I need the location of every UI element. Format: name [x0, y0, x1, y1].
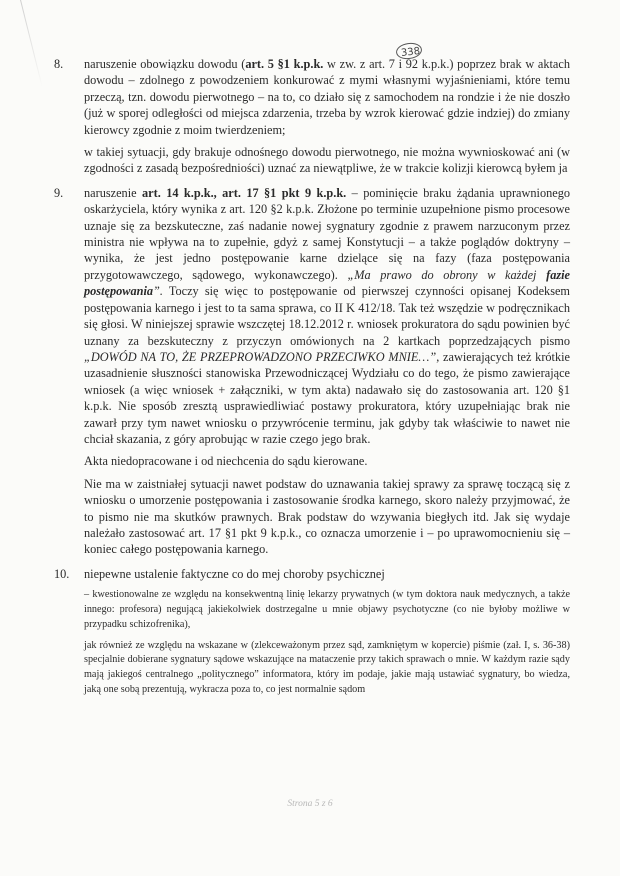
paragraph [84, 56, 570, 138]
text-run: – kwestionowalne ze względu na konsekwentną linię lekarzy prywatnych (w tym doktora nauk medycznych, a także innego: profesora) negującą jakiekolwiek dostrzegalne u mnie objawy psychotyczne (co nie byłoby możliwe w przypadku schizofrenika), [84, 589, 570, 630]
text-run: ”. [153, 284, 163, 299]
paragraph [84, 185, 570, 448]
text-run: jak również ze względu na wskazane w (zlekceważonym przez sąd, zamkniętym w kopercie) piśmie (zał. I, s. 36-38) specjalnie dobierane sygnatury sądowe wskazujące na mataczenie przy takich sprawach o mnie. W każdym razie sądy mają jakiegoś centralnego „politycznego” informatora, który im podaje, jakie mają ustawiać sygnatury, bo wiedza, jaką one sobą prezentują, wykracza poza to, co jest normalnie sądom [84, 639, 570, 695]
text-run: w zw. z art. 7 i 92 k.p.k.) poprzez brak w aktach dowodu – zdolnego z powodzeniem konkurować z mymi własnymi wyjaśnieniami, które temu przeczą, tzn. dowodu pierwotnego – na to, co działo się z samochodem na rondzie i że nie doszło (już w sporej odległości od miejsca zdarzenia, trzeba by wzrok kierować gdzie indziej) do zmiany kierowcy zgodnie z moim twierdzeniem; [84, 57, 570, 137]
text-run: art. 14 k.p.k., art. 17 §1 pkt 9 k.p.k. [142, 185, 347, 200]
text-run: , zawierających też krótkie uzasadnienie słuszności stanowiska Przewodniczącej Wydziału co do tego, że pismo zawierające wniosek (a więc wniosek + załączniki, w tym akta) nadawało się do zastosowania art. 120 §1 k.p.k. Nie sposób zresztą usprawiedliwiać postawy prokuratora, który uzupełniając brak nie zawarł przy tym nawet wniosku o przywrócenie terminu, jak gdyby tak właściwie to nawet nie chciał skazania, z góry aprobując w razie czego jego brak. [84, 349, 571, 446]
paragraph [84, 476, 570, 558]
document-body [54, 56, 571, 706]
paper-fold-mark [20, 0, 43, 87]
text-run: fazie postępowania [84, 267, 570, 299]
paragraph-small [84, 588, 570, 632]
list-item [54, 566, 570, 698]
text-run: Nie ma w zaistniałej sytuacji nawet podstaw do uznawania takiej sprawy za sprawę toczącą się z wniosku o umorzenie postępowania i zastosowanie środka karnego, skoro należy przyjmować, że to pismo nie ma skutków prawnych. Brak podstaw do wzywania biegłych itd. Jak się wydaje należało zastosować art. 17 §1 pkt 9 k.p.k., co oznacza umorzenie i – po uprawomocnieniu się – koniec całego postępowania karnego. [84, 476, 570, 557]
text-run: „Ma prawo do obrony w każdej [347, 267, 547, 282]
text-run: w takiej sytuacji, gdy brakuje odnośnego dowodu pierwotnego, nie można wywnioskować ani (w zgodności z zasadą bezpośredniości) uznać za niewątpliwe, że w trakcie kolizji kierowcą byłem ja [84, 145, 570, 176]
list-item-number: 8. [54, 57, 64, 71]
paragraph [84, 566, 570, 582]
paragraph [84, 144, 570, 177]
list-item [54, 185, 571, 558]
text-run: naruszenie obowiązku dowodu ( [84, 57, 246, 71]
text-run: Akta niedopracowane i od niechcenia do sądu kierowane. [84, 454, 368, 469]
handwritten-note: 338 [400, 46, 421, 59]
text-run: niepewne ustalenie faktyczne co do mej choroby psychicznej [84, 566, 385, 581]
list-item [54, 56, 570, 177]
text-run: Toczy się więc to postępowanie od pierwszej czynności opisanej Kodeksem postępowania karnego i jest to ta sama sprawa, co II K 412/18. Tak też wszędzie w podręcznikach się głosi. W niniejszej sprawie wszczętej 18.12.2012 r. wniosek prokuratora do sądu powinien być uznany za bezskuteczny z przyczyn omówionych na 2 kartkach poprzedzających pismo [84, 284, 570, 348]
list-item-number: 10. [54, 566, 70, 581]
text-run: „DOWÓD NA TO, ŻE PRZEPROWADZONO PRZECIWKO MNIE…” [84, 349, 437, 364]
text-run: art. 5 §1 k.p.k. [245, 57, 324, 71]
list-item-number: 9. [54, 185, 64, 200]
page-footer: Strona 5 z 6 [287, 799, 333, 809]
text-run: – pominięcie braku żądania uprawnionego oskarżyciela, który wynika z art. 120 §2 k.p.k. Złożone po terminie uzupełnione pismo procesowe uznaje się za bezskuteczne, zaś nadanie nowej sygnatury zgodnie z prawem narzuconym przez ministra nie wpływa na to zupełnie, gdyż z samej Konstytucji – a także poglądów doktryny – wynika, że jest jedno postępowanie karne dzielące się na fazy (faza postępowania przygotowawczego, sądowego, wykonawczego). [84, 185, 571, 282]
text-run: naruszenie [84, 185, 142, 200]
paragraph [84, 453, 570, 469]
paragraph-small [84, 639, 570, 698]
